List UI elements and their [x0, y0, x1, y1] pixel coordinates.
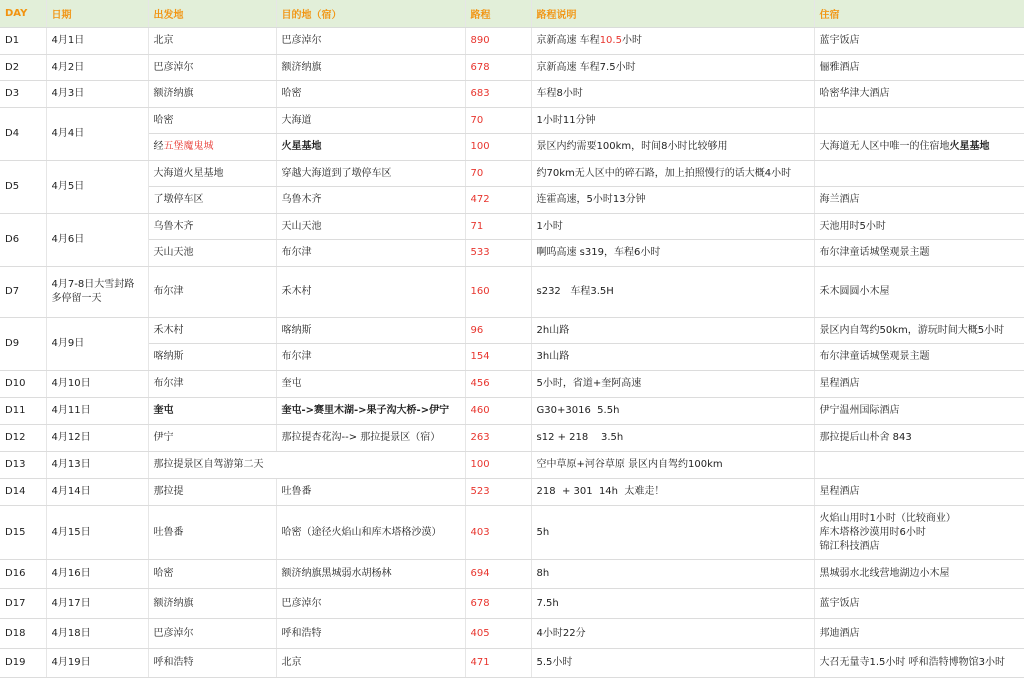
- route-cell[interactable]: s232 车程3.5H: [531, 267, 814, 318]
- destination-cell[interactable]: 布尔津: [276, 240, 465, 267]
- hotel-cell[interactable]: 那拉提后山朴舍 843: [814, 425, 1024, 452]
- header-destination[interactable]: 目的地（宿）: [276, 0, 465, 28]
- date-cell[interactable]: 4月16日: [46, 560, 148, 589]
- hotel-cell[interactable]: 俪雅酒店: [814, 55, 1024, 81]
- day-cell[interactable]: D1: [0, 28, 46, 55]
- date-cell[interactable]: 4月5日: [46, 161, 148, 214]
- day-cell[interactable]: D14: [0, 479, 46, 506]
- hotel-cell[interactable]: 蓝宇饭店: [814, 28, 1024, 55]
- route-cell[interactable]: 5h: [531, 506, 814, 560]
- destination-cell[interactable]: 巴彦淖尔: [276, 589, 465, 619]
- route-text: 小时: [621, 35, 642, 46]
- table-row: [0, 425, 1024, 452]
- distance-cell[interactable]: 683: [465, 81, 531, 108]
- distance-cell[interactable]: 533: [465, 240, 531, 267]
- destination-cell[interactable]: 额济纳旗: [276, 55, 465, 81]
- destination-cell[interactable]: 布尔津: [276, 344, 465, 371]
- hotel-cell[interactable]: 海兰酒店: [814, 187, 1024, 214]
- table-row: [0, 214, 1024, 240]
- date-cell[interactable]: 4月6日: [46, 214, 148, 267]
- origin-cell[interactable]: 呼和浩特: [148, 649, 276, 678]
- day-cell[interactable]: D9: [0, 318, 46, 371]
- destination-cell[interactable]: 吐鲁番: [276, 479, 465, 506]
- date-cell[interactable]: 4月14日: [46, 479, 148, 506]
- date-cell[interactable]: 4月1日: [46, 28, 148, 55]
- table-row: [0, 161, 1024, 187]
- origin-cell[interactable]: 乌鲁木齐: [148, 214, 276, 240]
- destination-cell[interactable]: 奎屯->赛里木湖->果子沟大桥->伊宁: [276, 398, 465, 425]
- table-row: [0, 267, 1024, 318]
- route-cell[interactable]: 空中草原+河谷草原 景区内自驾约100km: [531, 452, 814, 479]
- table-row: [0, 452, 1024, 479]
- day-cell[interactable]: D10: [0, 371, 46, 398]
- origin-cell[interactable]: 奎屯: [148, 398, 276, 425]
- route-cell[interactable]: 218 + 301 14h 太难走！: [531, 479, 814, 506]
- day-cell[interactable]: D5: [0, 161, 46, 214]
- distance-cell[interactable]: 403: [465, 506, 531, 560]
- header-date[interactable]: 日期: [46, 0, 148, 28]
- day-cell[interactable]: D11: [0, 398, 46, 425]
- hotel-cell[interactable]: [814, 452, 1024, 479]
- header-hotel[interactable]: 住宿: [814, 0, 1024, 28]
- origin-cell[interactable]: 巴彦淖尔: [148, 55, 276, 81]
- origin-cell[interactable]: 巴彦淖尔: [148, 619, 276, 649]
- route-cell[interactable]: 车程8小时: [531, 81, 814, 108]
- day-cell[interactable]: D3: [0, 81, 46, 108]
- route-cell[interactable]: 约70km无人区中的碎石路，加上拍照慢行的话大概4小时: [531, 161, 814, 187]
- day-cell[interactable]: D7: [0, 267, 46, 318]
- hotel-highlight: 火星基地: [949, 141, 990, 152]
- hotel-cell[interactable]: 伊宁温州国际酒店: [814, 398, 1024, 425]
- header-day[interactable]: DAY: [0, 0, 46, 28]
- date-cell[interactable]: 4月12日: [46, 425, 148, 452]
- date-cell[interactable]: 4月19日: [46, 649, 148, 678]
- day-cell[interactable]: D4: [0, 108, 46, 161]
- date-cell[interactable]: 4月2日: [46, 55, 148, 81]
- hotel-cell[interactable]: 黑城弱水北线营地湖边小木屋: [814, 560, 1024, 589]
- table-row: [0, 506, 1024, 560]
- date-cell[interactable]: 4月10日: [46, 371, 148, 398]
- hotel-cell[interactable]: 星程酒店: [814, 479, 1024, 506]
- table-row: [0, 134, 1024, 161]
- origin-text: 经: [153, 141, 164, 152]
- hotel-cell[interactable]: 布尔津童话城堡观景主题: [814, 344, 1024, 371]
- origin-cell[interactable]: 了墩停车区: [148, 187, 276, 214]
- distance-cell[interactable]: 70: [465, 108, 531, 134]
- distance-cell[interactable]: 405: [465, 619, 531, 649]
- distance-cell[interactable]: 890: [465, 28, 531, 55]
- distance-cell[interactable]: 96: [465, 318, 531, 344]
- destination-cell[interactable]: 巴彦淖尔: [276, 28, 465, 55]
- origin-cell[interactable]: 那拉提: [148, 479, 276, 506]
- hotel-line: 锦江科技酒店: [819, 540, 880, 552]
- destination-cell[interactable]: 大海道: [276, 108, 465, 134]
- destination-cell[interactable]: 天山天池: [276, 214, 465, 240]
- origin-cell[interactable]: [148, 134, 276, 161]
- date-cell[interactable]: 4月4日: [46, 108, 148, 161]
- table-row: [0, 108, 1024, 134]
- destination-cell[interactable]: 北京: [276, 649, 465, 678]
- hotel-cell[interactable]: 大召无量寺1.5小时 呼和浩特博物馆3小时: [814, 649, 1024, 678]
- table-row: [0, 81, 1024, 108]
- table-row: [0, 560, 1024, 589]
- table-row: [0, 55, 1024, 81]
- origin-cell[interactable]: 额济纳旗: [148, 81, 276, 108]
- origin-cell[interactable]: 哈密: [148, 560, 276, 589]
- hotel-text: 大海道无人区中唯一的住宿地: [819, 141, 950, 152]
- distance-cell[interactable]: 100: [465, 134, 531, 161]
- day-cell[interactable]: D18: [0, 619, 46, 649]
- route-cell[interactable]: 7.5h: [531, 589, 814, 619]
- origin-cell[interactable]: 布尔津: [148, 267, 276, 318]
- origin-cell[interactable]: 布尔津: [148, 371, 276, 398]
- destination-cell[interactable]: 穿越大海道到了墩停车区: [276, 161, 465, 187]
- route-cell[interactable]: 1小时11分钟: [531, 108, 814, 134]
- day-cell[interactable]: D16: [0, 560, 46, 589]
- date-cell[interactable]: 4月3日: [46, 81, 148, 108]
- destination-cell[interactable]: 呼和浩特: [276, 619, 465, 649]
- route-cell[interactable]: 2h山路: [531, 318, 814, 344]
- destination-cell[interactable]: 火星基地: [276, 134, 465, 161]
- hotel-cell[interactable]: 天池用时5小时: [814, 214, 1024, 240]
- day-cell[interactable]: D2: [0, 55, 46, 81]
- distance-cell[interactable]: 694: [465, 560, 531, 589]
- hotel-cell[interactable]: 星程酒店: [814, 371, 1024, 398]
- hotel-cell[interactable]: 邦迪酒店: [814, 619, 1024, 649]
- table-row: [0, 398, 1024, 425]
- hotel-cell[interactable]: 哈密华津大酒店: [814, 81, 1024, 108]
- destination-cell[interactable]: 那拉提杏花沟--> 那拉提景区（宿）: [276, 425, 465, 452]
- distance-cell[interactable]: 70: [465, 161, 531, 187]
- origin-cell[interactable]: 哈密: [148, 108, 276, 134]
- table-row: [0, 479, 1024, 506]
- hotel-cell[interactable]: [814, 134, 1024, 161]
- distance-cell[interactable]: 71: [465, 214, 531, 240]
- header-route[interactable]: 路程说明: [531, 0, 814, 28]
- distance-cell[interactable]: 100: [465, 452, 531, 479]
- origin-cell[interactable]: 伊宁: [148, 425, 276, 452]
- destination-cell[interactable]: 奎屯: [276, 371, 465, 398]
- distance-cell[interactable]: 460: [465, 398, 531, 425]
- distance-cell[interactable]: 263: [465, 425, 531, 452]
- destination-cell[interactable]: 额济纳旗黑城弱水胡杨林: [276, 560, 465, 589]
- table-row: [0, 649, 1024, 678]
- route-text: 京新高速 车程: [536, 35, 600, 46]
- route-cell[interactable]: 8h: [531, 560, 814, 589]
- hotel-cell[interactable]: [814, 161, 1024, 187]
- date-cell[interactable]: 4月15日: [46, 506, 148, 560]
- header-origin[interactable]: 出发地: [148, 0, 276, 28]
- day-cell[interactable]: D19: [0, 649, 46, 678]
- origin-highlight: 五堡魔鬼城: [163, 141, 214, 152]
- table-row: [0, 589, 1024, 619]
- hotel-cell[interactable]: [814, 506, 1024, 560]
- table-row: [0, 187, 1024, 214]
- table-row: [0, 371, 1024, 398]
- origin-cell[interactable]: 天山天池: [148, 240, 276, 267]
- header-row: [0, 0, 1024, 28]
- route-cell[interactable]: G30+3016 5.5h: [531, 398, 814, 425]
- destination-cell[interactable]: 喀纳斯: [276, 318, 465, 344]
- day-cell[interactable]: D15: [0, 506, 46, 560]
- hotel-cell[interactable]: 景区内自驾约50km，游玩时间大概5小时: [814, 318, 1024, 344]
- destination-cell[interactable]: 哈密: [276, 81, 465, 108]
- distance-cell[interactable]: 523: [465, 479, 531, 506]
- distance-cell[interactable]: 678: [465, 589, 531, 619]
- table-row: [0, 619, 1024, 649]
- route-cell[interactable]: 啊呜高速 s319，车程6小时: [531, 240, 814, 267]
- date-cell[interactable]: 4月11日: [46, 398, 148, 425]
- route-cell[interactable]: [531, 28, 814, 55]
- route-cell[interactable]: s12 + 218 3.5h: [531, 425, 814, 452]
- route-cell[interactable]: 3h山路: [531, 344, 814, 371]
- hotel-cell[interactable]: [814, 108, 1024, 134]
- route-highlight: 10.5: [599, 35, 622, 46]
- hotel-line: 火焰山用时1小时（比较商业）: [819, 512, 956, 524]
- origin-cell[interactable]: 那拉提景区自驾游第二天: [148, 452, 465, 479]
- day-cell[interactable]: D12: [0, 425, 46, 452]
- header-distance[interactable]: 路程: [465, 0, 531, 28]
- distance-cell[interactable]: 456: [465, 371, 531, 398]
- route-cell[interactable]: 5小时，省道+奎阿高速: [531, 371, 814, 398]
- hotel-line: 库木塔格沙漠用时6小时: [819, 526, 926, 538]
- distance-cell[interactable]: 472: [465, 187, 531, 214]
- date-cell[interactable]: 4月18日: [46, 619, 148, 649]
- route-cell[interactable]: 京新高速 车程7.5小时: [531, 55, 814, 81]
- hotel-cell[interactable]: 禾木圆圆小木屋: [814, 267, 1024, 318]
- origin-cell[interactable]: 大海道火星基地: [148, 161, 276, 187]
- origin-cell[interactable]: 北京: [148, 28, 276, 55]
- hotel-cell[interactable]: 蓝宇饭店: [814, 589, 1024, 619]
- route-cell[interactable]: 连霍高速，5小时13分钟: [531, 187, 814, 214]
- date-cell[interactable]: 4月9日: [46, 318, 148, 371]
- table-row: [0, 28, 1024, 55]
- distance-cell[interactable]: 678: [465, 55, 531, 81]
- destination-cell[interactable]: 乌鲁木齐: [276, 187, 465, 214]
- distance-cell[interactable]: 160: [465, 267, 531, 318]
- date-cell[interactable]: 4月17日: [46, 589, 148, 619]
- origin-cell[interactable]: 禾木村: [148, 318, 276, 344]
- route-cell[interactable]: 景区内约需要100km，时间8小时比较够用: [531, 134, 814, 161]
- day-cell[interactable]: D17: [0, 589, 46, 619]
- route-cell[interactable]: 4小时22分: [531, 619, 814, 649]
- distance-cell[interactable]: 154: [465, 344, 531, 371]
- route-cell[interactable]: 1小时: [531, 214, 814, 240]
- day-cell[interactable]: D13: [0, 452, 46, 479]
- table-row: [0, 318, 1024, 344]
- origin-cell[interactable]: 吐鲁番: [148, 506, 276, 560]
- table-row: [0, 344, 1024, 371]
- date-cell[interactable]: 4月13日: [46, 452, 148, 479]
- destination-cell[interactable]: 哈密（途径火焰山和库木塔格沙漠）: [276, 506, 465, 560]
- date-cell[interactable]: 4月7-8日大雪封路多停留一天: [46, 267, 148, 318]
- distance-cell[interactable]: 471: [465, 649, 531, 678]
- destination-cell[interactable]: 禾木村: [276, 267, 465, 318]
- day-cell[interactable]: D6: [0, 214, 46, 267]
- table-row: [0, 240, 1024, 267]
- hotel-cell[interactable]: 布尔津童话城堡观景主题: [814, 240, 1024, 267]
- origin-cell[interactable]: 额济纳旗: [148, 589, 276, 619]
- origin-cell[interactable]: 喀纳斯: [148, 344, 276, 371]
- route-cell[interactable]: 5.5小时: [531, 649, 814, 678]
